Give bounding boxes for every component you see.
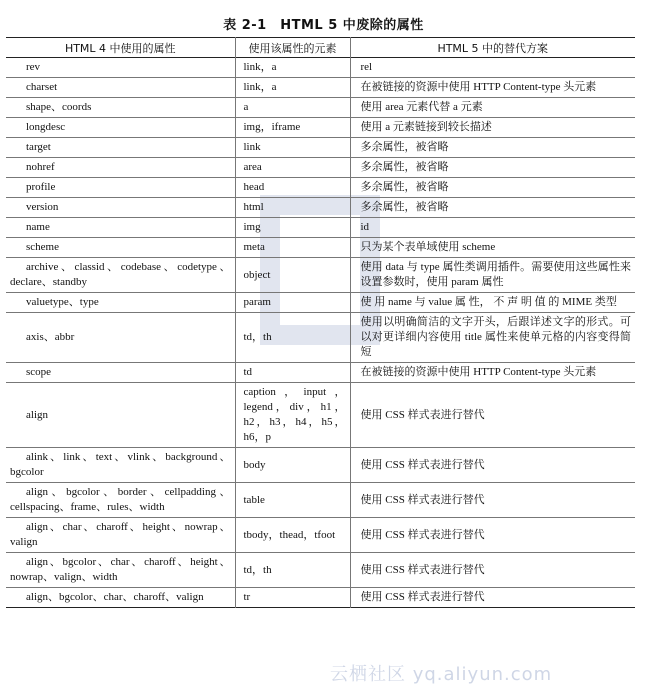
table-row	[6, 293, 635, 313]
table-row	[6, 78, 635, 98]
cell-alternative: 使用 a 元素链接到较长描述	[350, 118, 635, 138]
cell-element: tr	[235, 588, 350, 608]
header-element: 使用该属性的元素	[235, 38, 350, 58]
table-row	[6, 363, 635, 383]
cell-attribute: name	[26, 221, 50, 233]
cell-alternative: 只为某个表单域使用 scheme	[350, 238, 635, 258]
table-row	[6, 258, 635, 293]
cell-attribute: charset	[26, 81, 58, 93]
table-row	[6, 238, 635, 258]
cell-attribute: profile	[26, 181, 56, 193]
table-row	[6, 58, 635, 78]
cell-alternative: 多余属性，被省略	[350, 198, 635, 218]
table-row	[6, 138, 635, 158]
cell-element: tbody，thead，tfoot	[235, 518, 350, 553]
cell-attribute: scheme	[26, 241, 59, 253]
cell-alternative: 使用 CSS 样式表进行替代	[350, 588, 635, 608]
table-row	[6, 448, 635, 483]
cell-alternative: 多余属性，被省略	[350, 178, 635, 198]
table-row	[6, 98, 635, 118]
cell-element: td	[235, 363, 350, 383]
cell-element: td，th	[235, 553, 350, 588]
cell-element: caption，input，legend，div，h1，h2，h3，h4，h5，h6，p	[235, 383, 350, 448]
cell-alternative: 使用 CSS 样式表进行替代	[350, 553, 635, 588]
cell-element: body	[235, 448, 350, 483]
cell-element: table	[235, 483, 350, 518]
cell-attribute: target	[26, 141, 51, 153]
table-row	[6, 218, 635, 238]
cell-attribute: longdesc	[26, 121, 66, 133]
cell-alternative: 使用 CSS 样式表进行替代	[350, 383, 635, 448]
cell-alternative: 使用 CSS 样式表进行替代	[350, 483, 635, 518]
cell-attribute: alink、link、text、vlink、background、bgcolor	[10, 451, 231, 478]
cell-alternative: 多余属性，被省略	[350, 158, 635, 178]
header-html5-alternative: HTML 5 中的替代方案	[350, 38, 635, 58]
cell-element: html	[235, 198, 350, 218]
table-row	[6, 553, 635, 588]
header-html4-attribute: HTML 4 中使用的属性	[64, 41, 176, 55]
cell-attribute: align、bgcolor、char、charoff、valign	[26, 591, 204, 603]
cell-element: object	[235, 258, 350, 293]
cell-element: img，iframe	[235, 118, 350, 138]
deprecated-attributes-table	[6, 37, 635, 608]
cell-attribute: align、char、charoff、height、nowrap、valign	[10, 521, 231, 548]
cell-alternative: 使用 data 与 type 属性类调用插件。需要使用这些属性来设置参数时，使用 param 属性	[350, 258, 635, 293]
cell-attribute: align	[26, 408, 48, 421]
cell-element: head	[235, 178, 350, 198]
cell-attribute: nohref	[26, 161, 55, 173]
table-row	[6, 383, 635, 448]
watermark-text: 云栖社区 yq.aliyun.com	[330, 664, 553, 685]
table-caption: 表 2-1 HTML 5 中废除的属性	[223, 18, 424, 33]
table-row	[6, 588, 635, 608]
cell-alternative: 多余属性，被省略	[350, 138, 635, 158]
cell-attribute: align、bgcolor、border、cellpadding、cellspacing、frame、rules、width	[10, 486, 231, 513]
cell-alternative: 使用 CSS 样式表进行替代	[350, 448, 635, 483]
cell-element: td，th	[235, 313, 350, 363]
cell-element: link	[235, 138, 350, 158]
cell-attribute: version	[26, 201, 59, 213]
table-row	[6, 518, 635, 553]
cell-element: area	[235, 158, 350, 178]
table-row	[6, 313, 635, 363]
cell-alternative: 使用 CSS 样式表进行替代	[350, 518, 635, 553]
cell-attribute: archive、classid、codebase、codetype、declare、standby	[10, 261, 231, 288]
table-row	[6, 158, 635, 178]
cell-attribute: shape、coords	[26, 101, 92, 113]
cell-alternative: 在被链接的资源中使用 HTTP Content-type 头元素	[350, 363, 635, 383]
cell-attribute: scope	[26, 366, 52, 378]
cell-attribute: valuetype、type	[26, 296, 99, 308]
cell-alternative: 使 用 name 与 value 属 性， 不 声 明 值 的 MIME 类型	[350, 293, 635, 313]
cell-attribute: align、bgcolor、char、charoff、height、nowrap、valign、width	[10, 556, 231, 583]
cell-alternative: 使用 area 元素代替 a 元素	[350, 98, 635, 118]
header-row	[6, 38, 635, 58]
cell-element: img	[235, 218, 350, 238]
table-row	[6, 178, 635, 198]
table-row	[6, 118, 635, 138]
cell-element: a	[235, 98, 350, 118]
cell-element: link，a	[235, 58, 350, 78]
cell-alternative: 在被链接的资源中使用 HTTP Content-type 头元素	[350, 78, 635, 98]
cell-alternative: id	[350, 218, 635, 238]
table-row	[6, 198, 635, 218]
table-row	[6, 483, 635, 518]
cell-element: param	[235, 293, 350, 313]
cell-attribute: rev	[26, 61, 41, 73]
cell-alternative: 使用以明确简洁的文字开头，后跟详述文字的形式。可以对更详细内容使用 title 属性来使单元格的内容变得简短	[350, 313, 635, 363]
cell-attribute: axis、abbr	[26, 331, 75, 343]
cell-element: link，a	[235, 78, 350, 98]
cell-alternative: rel	[350, 58, 635, 78]
cell-element: meta	[235, 238, 350, 258]
